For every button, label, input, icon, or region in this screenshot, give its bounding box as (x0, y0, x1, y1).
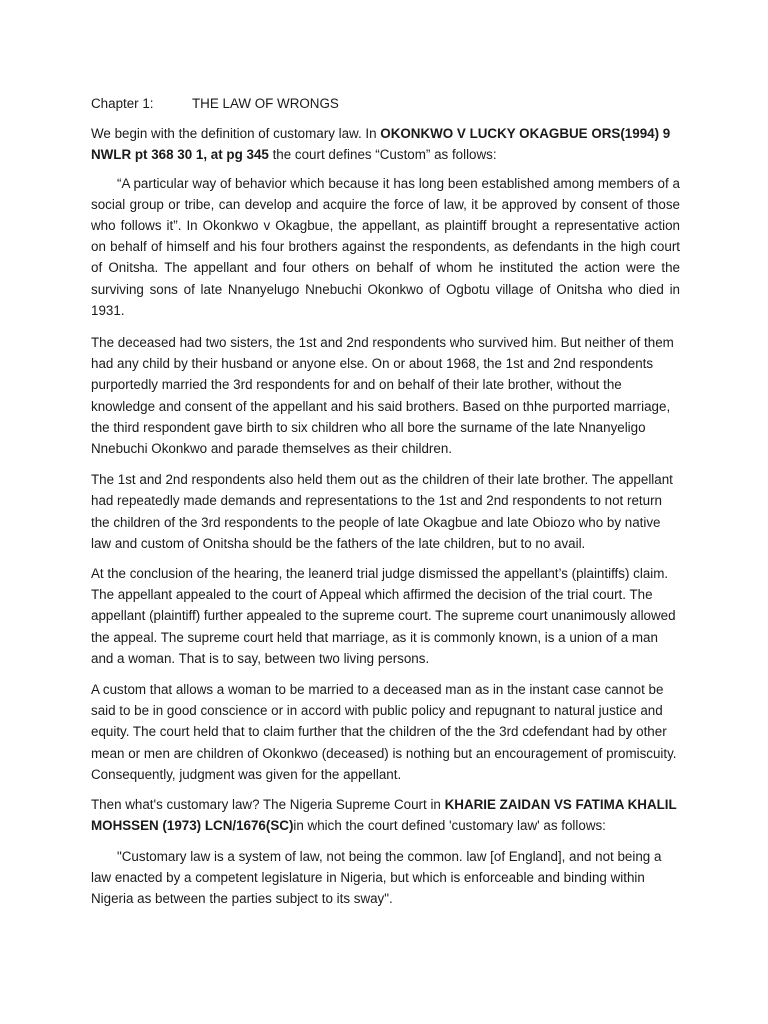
intro-paragraph (91, 123, 680, 165)
body-paragraph: At the conclusion of the hearing, the leanerd trial judge dismissed the appellant’s (plaintiffs) claim. The appellant appealed to the court of Appeal which affirmed the decision of the trial court. The appellant (plaintiff) further appealed to the supreme court. The supreme court unanimously allowed the appeal. The supreme court held that marriage, as it is commonly known, is a union of a man and a woman. That is to say, between two living persons. (91, 566, 676, 666)
body-paragraph: The deceased had two sisters, the 1st and 2nd respondents who survived him. But neither of them had any child by their husband or anyone else. On or about 1968, the 1st and 2nd respondents purportedly married the 3rd respondents for and on behalf of their late brother, without the knowledge and consent of the appellant and his said brothers. Based on thhe purported marriage, the third respondent gave birth to six children who all bore the surname of the late Nnanyeligo Nnebuchi Okonkwo and parade themselves as their children. (91, 335, 674, 457)
customary-law-quote: "Customary law is a system of law, not being the common. law [of England], and not being a law enacted by a competent legislature in Nigeria, but which is enforceable and binding within Nigeria as between the parties subject to its sway". (91, 848, 662, 906)
chapter-label: Chapter 1: (91, 96, 154, 111)
intro-text-before: We begin with the definition of customary law. In (91, 126, 381, 142)
case-citation-kharie: KHARIE ZAIDAN VS FATIMA KHALIL MOHSSEN (1973) LCN/1676(SC) (91, 797, 677, 834)
case-citation-okonkwo: OKONKWO V LUCKY OKAGBUE ORS(1994) 9 NWLR pt 368 30 1, at pg 345 (91, 126, 671, 163)
intro2-text-after: in which the court defined 'customary law' as follows: (293, 818, 606, 834)
chapter-title: THE LAW OF WRONGS (192, 96, 339, 111)
intro-text-after: the court defines “Custom” as follows: (268, 147, 497, 163)
custom-definition-quote: “A particular way of behavior which because it has long been established among members of a social group or tribe, can develop and acquire the force of law, it be approved by consent of those who follows it”. In Okonkwo v Okagbue, the appellant, as plaintiff brought a representative action on behalf of himself and his four brothers against the respondents, as defendants in the high court of Onitsha. The appellant and four others on behalf of whom he instituted the action were the surviving sons of late Nnanyelugo Nnebuchi Okonkwo of Ogbotu village of Onitsha who died in 1931. (91, 175, 680, 318)
chapter-heading (91, 93, 680, 114)
body-paragraph: The 1st and 2nd respondents also held them out as the children of their late brother. The appellant had repeatedly made demands and representations to the 1st and 2nd respondents to not return the children of the 3rd respondents to the people of late Okagbue and late Obiozo who by native law and custom of Onitsha should be the fathers of the late children, but to no avail. (91, 472, 673, 551)
customary-law-intro (91, 794, 680, 836)
intro2-text-before: Then what's customary law? The Nigeria Supreme Court in (91, 797, 445, 813)
body-paragraph: A custom that allows a woman to be married to a deceased man as in the instant case cannot be said to be in good conscience or in accord with public policy and repugnant to natural justice and equity. The court held that to claim further that the children of the the 3rd cdefendant had by other mean or men are children of Okonkwo (deceased) is nothing but an encouragement of promiscuity. Consequently, judgment was given for the appellant. (91, 682, 677, 782)
